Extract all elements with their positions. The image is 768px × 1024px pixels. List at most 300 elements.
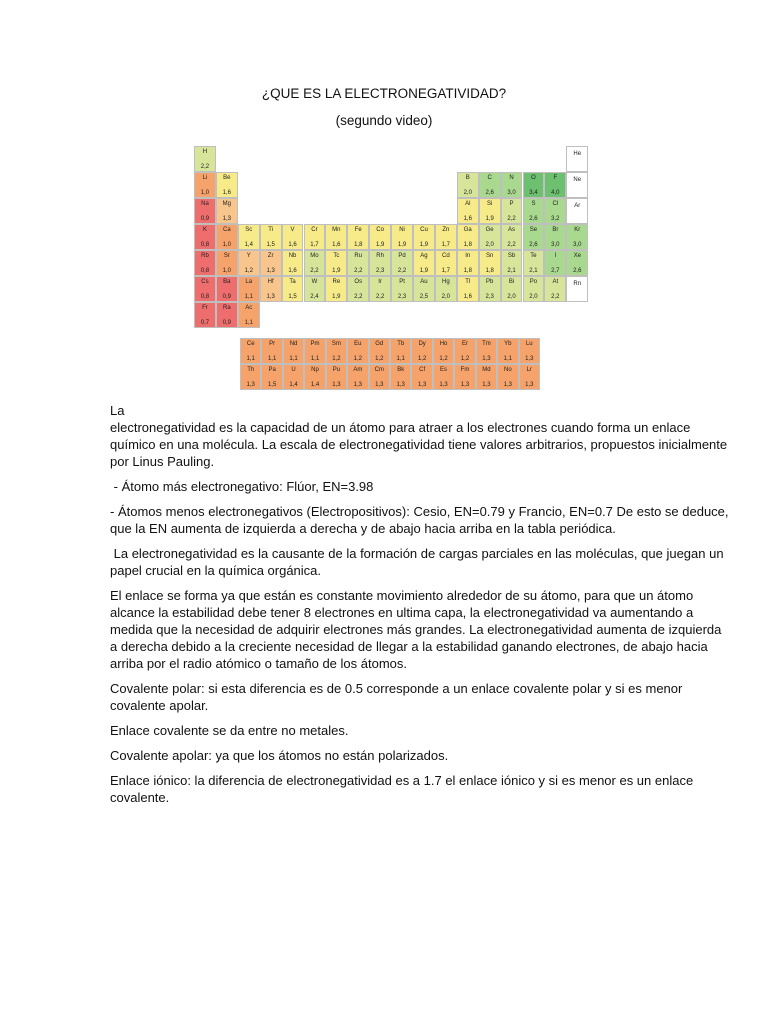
- element-en-value: 1,4: [244, 242, 253, 248]
- element-en-value: 1,3: [266, 268, 275, 274]
- element-pm: [304, 338, 325, 364]
- element-en-value: 3,4: [529, 190, 538, 196]
- element-na: [194, 198, 216, 224]
- element-symbol: Mg: [222, 201, 231, 207]
- element-en-value: 4,0: [551, 190, 560, 196]
- element-sn: [479, 250, 501, 276]
- element-en-value: 3,0: [573, 242, 582, 248]
- element-md: [476, 364, 497, 390]
- element-gd: [369, 338, 390, 364]
- element-zr: [260, 250, 282, 276]
- element-symbol: Ti: [268, 227, 274, 233]
- element-symbol: Cm: [374, 367, 384, 373]
- element-b: [457, 172, 479, 198]
- element-en-value: 2,1: [529, 268, 538, 274]
- element-en-value: 1,7: [441, 268, 450, 274]
- element-in: [457, 250, 479, 276]
- element-en-value: 1,1: [244, 320, 253, 326]
- element-en-value: 2,2: [375, 294, 385, 300]
- element-symbol: O: [531, 175, 536, 181]
- element-symbol: Pu: [332, 367, 341, 373]
- element-en-value: 1,2: [375, 356, 384, 362]
- element-en-value: 1,3: [222, 216, 231, 222]
- element-en-value: 1,1: [267, 356, 277, 362]
- element-en-value: 1,5: [267, 382, 277, 388]
- periodic-table: [194, 146, 588, 328]
- element-en-value: 1,6: [463, 294, 472, 300]
- element-ge: [479, 224, 501, 250]
- element-en-value: 2,0: [441, 294, 450, 300]
- element-symbol: Kr: [574, 227, 581, 233]
- element-se: [523, 224, 545, 250]
- element-tl: [457, 276, 479, 302]
- element-en-value: 2,3: [375, 268, 385, 274]
- element-symbol: No: [504, 367, 512, 373]
- element-en-value: 1,7: [441, 242, 450, 248]
- element-symbol: V: [290, 227, 295, 233]
- element-symbol: Nd: [289, 341, 298, 347]
- element-en-value: 1,9: [419, 242, 429, 248]
- element-symbol: Pb: [485, 279, 494, 285]
- element-am: [347, 364, 368, 390]
- element-en-value: 0,8: [200, 294, 210, 300]
- paragraph-partial-charges: La electronegatividad es la causante de la formación de cargas parciales en las moléculas, que juegan un papel crucial en la química orgánica.: [110, 546, 728, 578]
- element-en-value: 2,0: [485, 242, 494, 248]
- element-ac: [238, 302, 260, 328]
- element-symbol: Xe: [573, 253, 581, 259]
- element-en-value: 2,3: [485, 294, 494, 300]
- element-symbol: Cs: [201, 279, 209, 285]
- element-symbol: N: [509, 175, 514, 181]
- element-en-value: 2,2: [200, 164, 210, 170]
- element-symbol: Sn: [485, 253, 494, 259]
- element-ca: [216, 224, 238, 250]
- element-symbol: Pd: [398, 253, 406, 259]
- element-symbol: B: [465, 175, 470, 181]
- paragraph-covalent: Enlace covalente se da entre no metales.: [110, 723, 349, 738]
- element-symbol: Po: [529, 279, 538, 285]
- element-en-value: 1,3: [396, 382, 405, 388]
- element-en-value: 1,2: [439, 356, 448, 362]
- element-symbol: Sb: [507, 253, 516, 259]
- element-en-value: 1,8: [354, 242, 363, 248]
- element-bk: [390, 364, 411, 390]
- element-symbol: Eu: [354, 341, 362, 347]
- element-en-value: 2,2: [551, 294, 560, 300]
- element-en-value: 1,6: [222, 190, 231, 196]
- element-rb: [194, 250, 216, 276]
- element-ni: [391, 224, 413, 250]
- element-symbol: Ac: [245, 305, 253, 311]
- element-o: [523, 172, 545, 198]
- element-en-value: 1,8: [485, 268, 494, 274]
- element-symbol: Rh: [376, 253, 384, 259]
- element-symbol: Mo: [310, 253, 319, 259]
- element-te: [523, 250, 545, 276]
- element-co: [369, 224, 391, 250]
- element-tb: [390, 338, 411, 364]
- element-symbol: Ta: [289, 279, 296, 285]
- element-symbol: Er: [461, 341, 468, 347]
- element-en-value: 1,3: [482, 356, 491, 362]
- element-ce: [240, 338, 261, 364]
- element-ar: [566, 198, 588, 224]
- element-en-value: 1,9: [332, 294, 341, 300]
- element-symbol: Dy: [418, 341, 426, 347]
- element-en-value: 1,3: [503, 382, 513, 388]
- element-fr: [194, 302, 216, 328]
- element-cr: [304, 224, 326, 250]
- element-sr: [216, 250, 238, 276]
- element-en-value: 1,8: [463, 268, 472, 274]
- element-en-value: 2,2: [354, 294, 363, 300]
- element-y: [238, 250, 260, 276]
- element-symbol: Ra: [223, 305, 231, 311]
- element-lr: [519, 364, 540, 390]
- element-cm: [369, 364, 390, 390]
- element-ti: [260, 224, 282, 250]
- element-en-value: 0,7: [200, 320, 210, 326]
- element-symbol: Ar: [574, 203, 581, 209]
- element-symbol: Sm: [331, 341, 341, 347]
- element-cd: [435, 250, 457, 276]
- element-en-value: 1,6: [288, 242, 297, 248]
- element-symbol: C: [487, 175, 492, 181]
- element-symbol: Ho: [439, 341, 448, 347]
- element-np: [304, 364, 325, 390]
- element-en-value: 2,6: [573, 268, 582, 274]
- element-en-value: 1,1: [503, 356, 513, 362]
- paragraph-definition-rest: electronegatividad es la capacidad de un átomo para atraer a los electrones cuando forma un enlace químico en una molécula. La escala de electronegatividad tiene valores arbitrarios, propuestos inicialmente por Linus Pauling.: [110, 420, 731, 469]
- element-en-value: 1,3: [482, 382, 491, 388]
- element-nb: [282, 250, 304, 276]
- element-kr: [566, 224, 588, 250]
- element-dy: [411, 338, 432, 364]
- element-symbol: Yb: [504, 341, 512, 347]
- element-symbol: Fr: [202, 305, 208, 311]
- element-ra: [216, 302, 238, 328]
- element-k: [194, 224, 216, 250]
- element-en-value: 1,1: [396, 356, 405, 362]
- element-en-value: 1,3: [460, 382, 470, 388]
- element-symbol: Th: [247, 367, 255, 373]
- element-symbol: Cl: [552, 201, 559, 207]
- element-si: [479, 198, 501, 224]
- element-en-value: 1,9: [332, 268, 341, 274]
- element-nd: [283, 338, 304, 364]
- element-symbol: Pr: [269, 341, 276, 347]
- element-n: [501, 172, 523, 198]
- element-en-value: 1,9: [419, 268, 429, 274]
- element-en-value: 2,3: [397, 294, 407, 300]
- element-ne: [566, 172, 588, 198]
- element-en-value: 1,1: [289, 356, 298, 362]
- element-symbol: In: [465, 253, 471, 259]
- element-cu: [413, 224, 435, 250]
- element-en-value: 1,3: [246, 382, 255, 388]
- element-symbol: Ce: [246, 341, 255, 347]
- element-ag: [413, 250, 435, 276]
- element-symbol: Y: [246, 253, 251, 259]
- element-en-value: 1,1: [310, 356, 320, 362]
- element-mg: [216, 198, 238, 224]
- element-sm: [326, 338, 347, 364]
- element-p: [501, 198, 523, 224]
- element-as: [501, 224, 523, 250]
- element-symbol: Be: [223, 175, 231, 181]
- element-symbol: F: [553, 175, 558, 181]
- element-pr: [261, 338, 282, 364]
- element-symbol: Bi: [508, 279, 515, 285]
- element-en-value: 2,7: [551, 268, 560, 274]
- element-c: [479, 172, 501, 198]
- element-li: [194, 172, 216, 198]
- element-en-value: 0,9: [222, 320, 231, 326]
- element-en-value: 1,9: [375, 242, 385, 248]
- paragraph-covalent-apolar: Covalente apolar: ya que los átomos no están polarizados.: [110, 748, 449, 763]
- element-symbol: Al: [465, 201, 471, 207]
- element-en-value: 3,0: [507, 190, 516, 196]
- element-symbol: Ru: [354, 253, 363, 259]
- element-symbol: Si: [486, 201, 493, 207]
- element-en-value: 1,3: [353, 382, 363, 388]
- element-en-value: 0,9: [200, 216, 210, 222]
- element-en-value: 2,2: [397, 268, 407, 274]
- element-u: [283, 364, 304, 390]
- element-en-value: 1,3: [375, 382, 384, 388]
- element-symbol: Co: [376, 227, 384, 233]
- element-en-value: 1,9: [485, 216, 494, 222]
- element-symbol: Tl: [465, 279, 471, 285]
- element-fe: [347, 224, 369, 250]
- element-au: [413, 276, 435, 302]
- element-en-value: 1,0: [200, 190, 210, 196]
- element-symbol: Lr: [526, 367, 532, 373]
- element-symbol: Na: [201, 201, 209, 207]
- element-yb: [497, 338, 518, 364]
- element-i: [544, 250, 566, 276]
- element-en-value: 3,2: [551, 216, 560, 222]
- element-hg: [435, 276, 457, 302]
- element-v: [282, 224, 304, 250]
- element-symbol: W: [311, 279, 318, 285]
- element-mo: [304, 250, 326, 276]
- element-cs: [194, 276, 216, 302]
- element-en-value: 2,6: [485, 190, 494, 196]
- element-he: [566, 146, 588, 172]
- element-symbol: Pa: [268, 367, 276, 373]
- paragraph-ionic: Enlace iónico: la diferencia de electronegatividad es a 1.7 el enlace iónico y si es menor es un enlace covalente.: [110, 773, 697, 805]
- element-ga: [457, 224, 479, 250]
- element-symbol: Pt: [399, 279, 405, 285]
- paragraph-least-electronegative: - Átomos menos electronegativos (Electropositivos): Cesio, EN=0.79 y Francio, EN=0.7 De esto se deduce, que la EN aumenta de izquierda a derecha y de abajo hacia arriba en la tabla periódica.: [110, 504, 733, 536]
- element-symbol: He: [573, 151, 582, 157]
- element-en-value: 1,3: [525, 382, 534, 388]
- element-be: [216, 172, 238, 198]
- element-at: [544, 276, 566, 302]
- element-fm: [454, 364, 475, 390]
- element-os: [347, 276, 369, 302]
- element-en-value: 1,6: [288, 268, 297, 274]
- element-symbol: Hg: [442, 279, 450, 285]
- element-symbol: S: [531, 201, 536, 207]
- element-symbol: Zn: [442, 227, 450, 233]
- element-symbol: Ba: [223, 279, 231, 285]
- element-ta: [282, 276, 304, 302]
- page-subtitle: (segundo video): [335, 113, 433, 128]
- element-symbol: Mn: [332, 227, 341, 233]
- paragraph-bond-formation: El enlace se forma ya que están es constante movimiento alrededor de su átomo, para que un átomo alcance la estabilidad debe tener 8 electrones en ultima capa, la electronegatividad va aumentando a medida que la necesidad de adquirir electrones más grandes. La electronegatividad aumenta de izquierda a derecha debido a la creciente necesidad de llegar a la estabilidad ganando electrones, de abajo hacia arriba por el radio atómico o tamaño de los átomos.: [110, 588, 726, 671]
- element-symbol: H: [202, 149, 208, 155]
- element-symbol: Tm: [482, 341, 491, 347]
- element-pd: [391, 250, 413, 276]
- element-en-value: 2,1: [507, 268, 516, 274]
- element-en-value: 1,6: [332, 242, 341, 248]
- element-symbol: Sr: [223, 253, 230, 259]
- body-text: [110, 402, 733, 814]
- element-po: [523, 276, 545, 302]
- element-en-value: 1,2: [353, 356, 363, 362]
- element-mn: [325, 224, 347, 250]
- element-rh: [369, 250, 391, 276]
- paragraph-most-electronegative: - Átomo más electronegativo: Flúor, EN=3.98: [110, 479, 374, 494]
- paragraph-covalent-polar: Covalente polar: si esta diferencia es de 0.5 corresponde a un enlace covalente polar y si es menor covalente apolar.: [110, 681, 686, 713]
- element-en-value: 2,4: [310, 294, 319, 300]
- element-ba: [216, 276, 238, 302]
- element-pu: [326, 364, 347, 390]
- element-en-value: 1,0: [222, 268, 231, 274]
- element-hf: [260, 276, 282, 302]
- element-en-value: 0,9: [222, 294, 231, 300]
- element-symbol: Ca: [223, 227, 231, 233]
- element-ru: [347, 250, 369, 276]
- element-symbol: Se: [529, 227, 538, 233]
- element-symbol: Fm: [460, 367, 470, 373]
- element-cl: [544, 198, 566, 224]
- element-s: [523, 198, 545, 224]
- element-en-value: 1,5: [266, 242, 275, 248]
- element-lu: [519, 338, 540, 364]
- element-symbol: Sc: [245, 227, 253, 233]
- element-tm: [476, 338, 497, 364]
- element-no: [497, 364, 518, 390]
- element-en-value: 1,0: [222, 242, 231, 248]
- element-en-value: 1,4: [310, 382, 320, 388]
- element-symbol: Bk: [397, 367, 405, 373]
- element-symbol: Te: [530, 253, 537, 259]
- element-ir: [369, 276, 391, 302]
- element-symbol: I: [554, 253, 557, 259]
- element-w: [304, 276, 326, 302]
- element-symbol: Ne: [573, 177, 582, 183]
- element-pt: [391, 276, 413, 302]
- element-en-value: 1,3: [439, 382, 448, 388]
- element-symbol: Rb: [201, 253, 209, 259]
- element-xe: [566, 250, 588, 276]
- element-symbol: Nb: [288, 253, 297, 259]
- element-rn: [566, 276, 588, 302]
- element-cf: [411, 364, 432, 390]
- page-title: ¿QUE ES LA ELECTRONEGATIVIDAD?: [261, 86, 507, 101]
- element-symbol: P: [509, 201, 514, 207]
- element-en-value: 1,8: [463, 242, 472, 248]
- element-symbol: Br: [552, 227, 559, 233]
- element-en-value: 1,7: [310, 242, 319, 248]
- element-en-value: 2,6: [529, 242, 538, 248]
- element-symbol: Am: [353, 367, 363, 373]
- element-tc: [325, 250, 347, 276]
- element-symbol: Tb: [397, 341, 405, 347]
- element-symbol: Ge: [485, 227, 494, 233]
- element-symbol: Gd: [375, 341, 384, 347]
- element-f: [544, 172, 566, 198]
- element-symbol: Es: [440, 367, 448, 373]
- element-symbol: At: [552, 279, 559, 285]
- element-symbol: U: [291, 367, 296, 373]
- element-en-value: 1,3: [266, 294, 275, 300]
- element-symbol: Pm: [310, 341, 320, 347]
- element-en-value: 0,8: [200, 242, 210, 248]
- element-symbol: Cf: [419, 367, 426, 373]
- element-en-value: 1,3: [525, 356, 534, 362]
- element-en-value: 2,2: [354, 268, 363, 274]
- element-en-value: 1,5: [288, 294, 297, 300]
- element-en-value: 1,2: [417, 356, 427, 362]
- element-symbol: Ag: [420, 253, 428, 259]
- periodic-table-f-block: [240, 338, 540, 390]
- element-en-value: 1,2: [244, 268, 253, 274]
- element-bi: [501, 276, 523, 302]
- element-en-value: 1,2: [460, 356, 470, 362]
- element-en-value: 3,0: [551, 242, 560, 248]
- element-en-value: 1,3: [417, 382, 427, 388]
- element-symbol: Fe: [354, 227, 362, 233]
- element-br: [544, 224, 566, 250]
- element-en-value: 0,8: [200, 268, 210, 274]
- element-h: [194, 146, 216, 172]
- element-pb: [479, 276, 501, 302]
- element-symbol: Li: [202, 175, 208, 181]
- element-en-value: 2,2: [507, 242, 516, 248]
- element-pa: [261, 364, 282, 390]
- element-symbol: Tc: [333, 253, 340, 259]
- element-symbol: Os: [354, 279, 363, 285]
- element-es: [433, 364, 454, 390]
- element-symbol: Zr: [267, 253, 274, 259]
- element-sc: [238, 224, 260, 250]
- element-la: [238, 276, 260, 302]
- element-en-value: 1,1: [244, 294, 253, 300]
- element-symbol: Cr: [311, 227, 318, 233]
- element-eu: [347, 338, 368, 364]
- element-symbol: Ga: [463, 227, 472, 233]
- element-en-value: 2,0: [507, 294, 516, 300]
- element-symbol: Hf: [267, 279, 274, 285]
- element-re: [325, 276, 347, 302]
- element-er: [454, 338, 475, 364]
- element-symbol: Md: [482, 367, 491, 373]
- element-symbol: Au: [420, 279, 428, 285]
- element-symbol: K: [202, 227, 207, 233]
- element-en-value: 1,2: [332, 356, 341, 362]
- element-en-value: 2,2: [507, 216, 516, 222]
- element-symbol: Cu: [420, 227, 428, 233]
- element-en-value: 2,0: [463, 190, 472, 196]
- element-zn: [435, 224, 457, 250]
- element-symbol: La: [245, 279, 253, 285]
- element-symbol: Ni: [399, 227, 405, 233]
- element-en-value: 1,9: [397, 242, 407, 248]
